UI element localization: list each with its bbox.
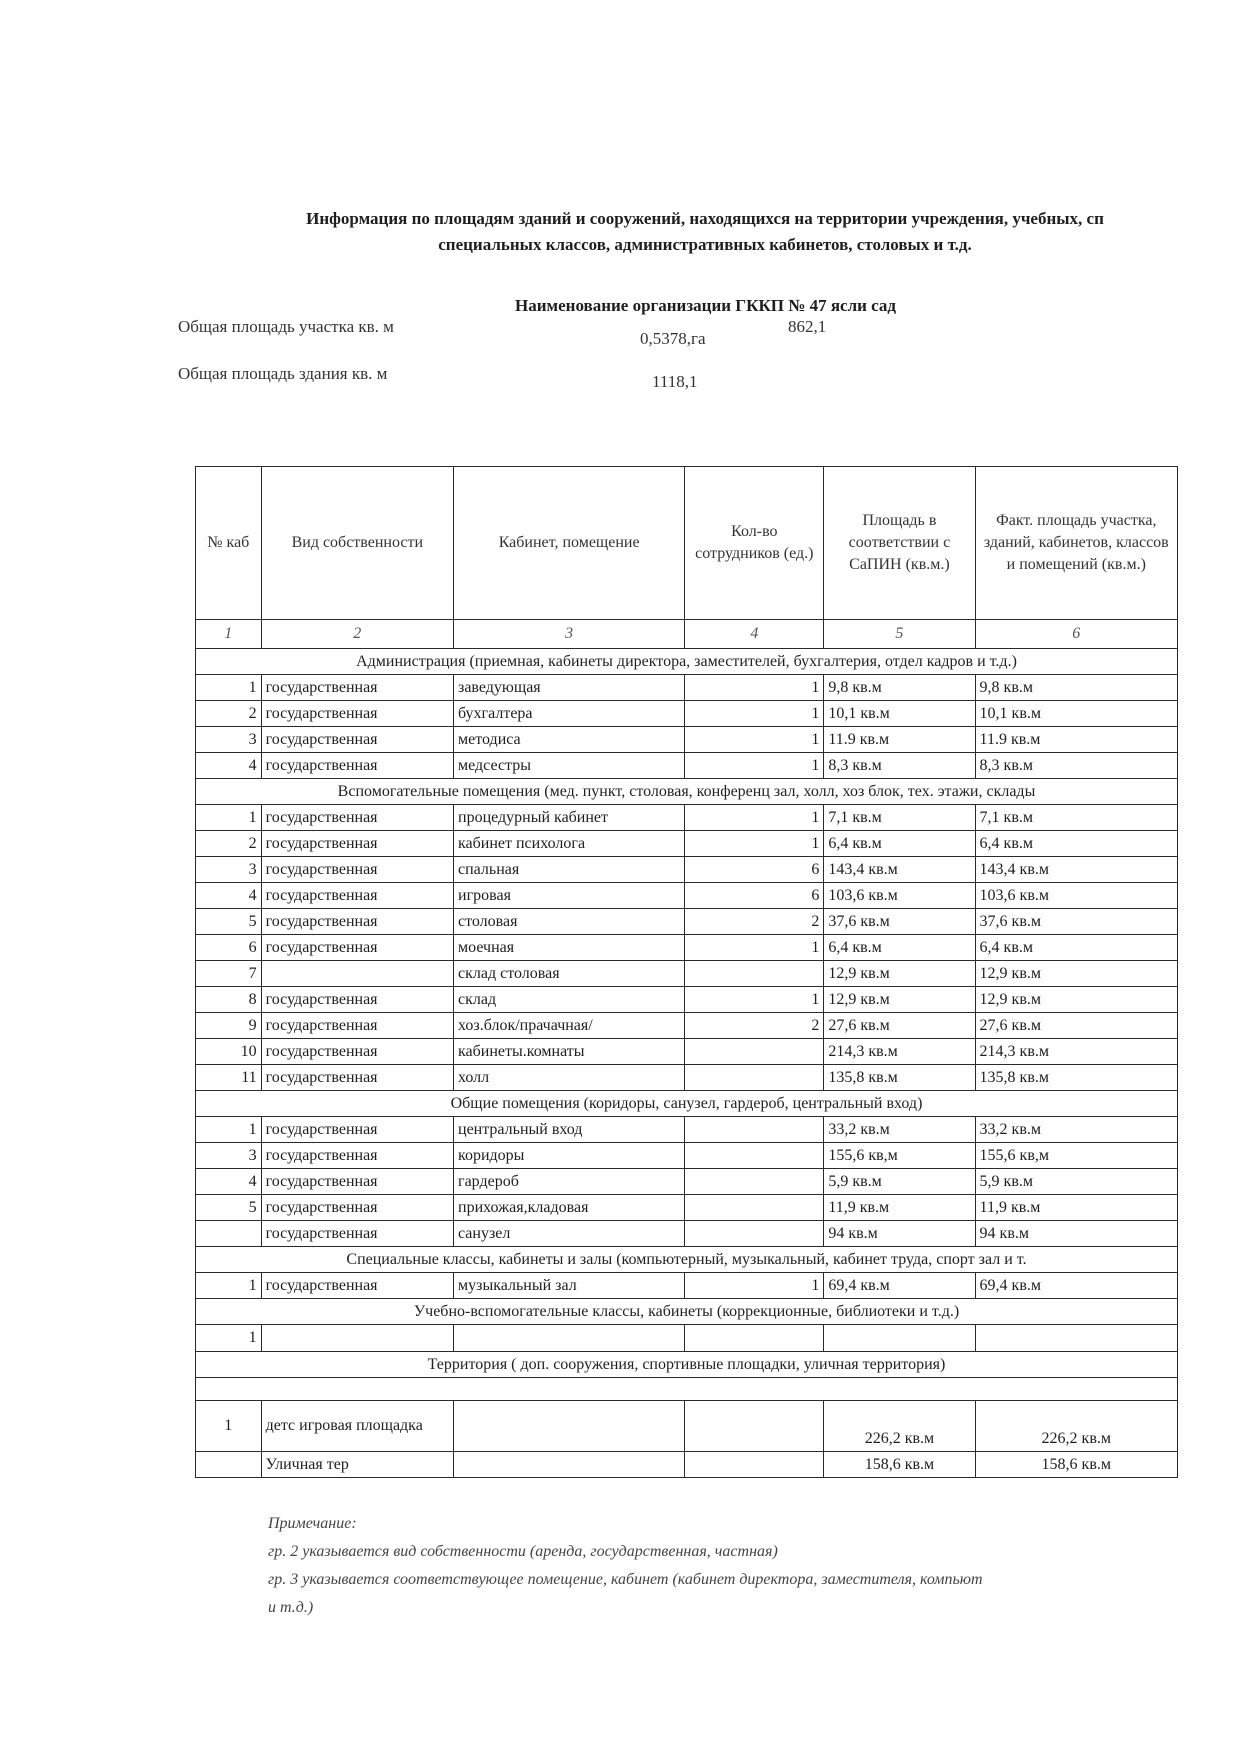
table-row [196,727,1178,753]
cell-staff [685,1065,824,1091]
cell-room: моечная [454,935,685,961]
cell-staff: 1 [685,753,824,779]
cell-room [454,1401,685,1452]
cell-sanpin-area: 11,9 кв.м [824,1195,975,1221]
note-line: гр. 3 указывается соответствующее помещение, кабинет (кабинет директора, заместителя, компьют [268,1571,983,1588]
cell-sanpin-area: 37,6 кв.м [824,909,975,935]
cell-number: 5 [196,1195,262,1221]
cell-number: 9 [196,1013,262,1039]
cell-sanpin-area: 27,6 кв.м [824,1013,975,1039]
column-number: 6 [975,620,1177,649]
building-area-label: Общая площадь здания кв. м [178,364,388,383]
cell-actual-area: 8,3 кв.м [975,753,1177,779]
section-row-admin [196,649,1178,675]
cell-number: 2 [196,831,262,857]
cell-room: склад столовая [454,961,685,987]
cell-ownership: государственная [261,857,453,883]
cell-room: коридоры [454,1143,685,1169]
cell-staff: 1 [685,727,824,753]
cell-actual-area: 135,8 кв.м [975,1065,1177,1091]
cell-ownership: государственная [261,1169,453,1195]
cell-actual-area: 6,4 кв.м [975,935,1177,961]
cell-sanpin-area: 226,2 кв.м [824,1401,975,1452]
cell-sanpin-area: 155,6 кв,м [824,1143,975,1169]
cell-room: кабинеты.комнаты [454,1039,685,1065]
cell-actual-area: 10,1 кв.м [975,701,1177,727]
cell-ownership: государственная [261,727,453,753]
cell-number: 1 [196,1401,262,1452]
cell-staff: 1 [685,1273,824,1299]
section-row-auxiliary [196,779,1178,805]
cell-sanpin-area: 10,1 кв.м [824,701,975,727]
title-line-1: Информация по площадям зданий и сооружений, находящихся на территории учреждения, учебных, сп [306,209,1104,228]
cell-ownership: государственная [261,935,453,961]
cell-sanpin-area: 214,3 кв.м [824,1039,975,1065]
cell-ownership: государственная [261,1013,453,1039]
cell-staff [685,1452,824,1478]
cell-staff [685,1039,824,1065]
cell-number: 1 [196,1325,262,1352]
cell-actual-area [975,1325,1177,1352]
cell-ownership: государственная [261,675,453,701]
cell-sanpin-area: 135,8 кв.м [824,1065,975,1091]
header-sanpin-area: Площадь в соответствии с СаПИН (кв.м.) [824,467,975,620]
cell-actual-area: 226,2 кв.м [975,1401,1177,1452]
column-number: 2 [261,620,453,649]
cell-number: 1 [196,675,262,701]
cell-staff [685,1401,824,1452]
table-row [196,701,1178,727]
table-row [196,1039,1178,1065]
cell-sanpin-area [824,1325,975,1352]
section-title: Территория ( доп. сооружения, спортивные площадки, уличная территория) [196,1352,1178,1378]
title-line-2: специальных классов, административных кабинетов, столовых и т.д. [438,235,972,254]
cell-room: столовая [454,909,685,935]
cell-staff: 1 [685,805,824,831]
cell-ownership: государственная [261,1065,453,1091]
table-row [196,1143,1178,1169]
cell-room: склад [454,987,685,1013]
cell-actual-area: 155,6 кв,м [975,1143,1177,1169]
section-title: Вспомогательные помещения (мед. пункт, столовая, конференц зал, холл, хоз блок, тех. этажи, склады [196,779,1178,805]
cell-room: гардероб [454,1169,685,1195]
cell-sanpin-area: 103,6 кв.м [824,883,975,909]
header-cabinet-number: № каб [196,467,262,620]
cell-actual-area: 37,6 кв.м [975,909,1177,935]
cell-room: музыкальный зал [454,1273,685,1299]
cell-ownership: государственная [261,987,453,1013]
cell-sanpin-area: 33,2 кв.м [824,1117,975,1143]
cell-number [196,1452,262,1478]
column-numbers-row [196,620,1178,649]
table-row [196,883,1178,909]
note-line: гр. 2 указывается вид собственности (аренда, государственная, частная) [268,1543,778,1560]
areas-table [195,466,1178,1478]
table-row [196,1169,1178,1195]
column-number: 3 [454,620,685,649]
cell-room: спальная [454,857,685,883]
site-area-label: Общая площадь участка кв. м [178,317,394,336]
cell-room: бухгалтера [454,701,685,727]
cell-number [196,1221,262,1247]
cell-sanpin-area: 5,9 кв.м [824,1169,975,1195]
table-row [196,675,1178,701]
cell-room: методиса [454,727,685,753]
cell-sanpin-area: 11.9 кв.м [824,727,975,753]
document-title [205,206,1205,258]
cell-staff [685,961,824,987]
cell-ownership: государственная [261,883,453,909]
cell-room [454,1325,685,1352]
cell-sanpin-area: 6,4 кв.м [824,831,975,857]
cell-actual-area: 12,9 кв.м [975,961,1177,987]
cell-number: 2 [196,701,262,727]
header-actual-area: Факт. площадь участка, зданий, кабинетов, классов и помещений (кв.м.) [975,467,1177,620]
cell-sanpin-area: 7,1 кв.м [824,805,975,831]
cell-staff: 1 [685,935,824,961]
organization-name: Наименование организации ГККП № 47 ясли сад [515,296,897,315]
header-room: Кабинет, помещение [454,467,685,620]
cell-actual-area: 9,8 кв.м [975,675,1177,701]
cell-staff [685,1117,824,1143]
table-row [196,831,1178,857]
cell-actual-area: 158,6 кв.м [975,1452,1177,1478]
cell-actual-area: 5,9 кв.м [975,1169,1177,1195]
section-title: Специальные классы, кабинеты и залы (компьютерный, музыкальный, кабинет труда, спорт зал и т. [196,1247,1178,1273]
cell-ownership: государственная [261,1143,453,1169]
cell-staff: 2 [685,909,824,935]
note-line: и т.д.) [268,1599,314,1616]
cell-actual-area: 214,3 кв.м [975,1039,1177,1065]
table-row [196,1401,1178,1452]
cell-staff [685,1325,824,1352]
cell-number: 1 [196,805,262,831]
cell-staff: 6 [685,857,824,883]
cell-staff: 2 [685,1013,824,1039]
table-row [196,1452,1178,1478]
cell-room: хоз.блок/прачачная/ [454,1013,685,1039]
table-row [196,1013,1178,1039]
cell-actual-area: 6,4 кв.м [975,831,1177,857]
cell-number: 5 [196,909,262,935]
column-number: 4 [685,620,824,649]
cell-actual-area: 27,6 кв.м [975,1013,1177,1039]
column-number: 5 [824,620,975,649]
cell-staff: 6 [685,883,824,909]
section-row-common [196,1091,1178,1117]
cell-ownership: государственная [261,1117,453,1143]
cell-number: 10 [196,1039,262,1065]
table-row [196,857,1178,883]
notes-heading: Примечание: [268,1515,357,1532]
table-row [196,1273,1178,1299]
cell-actual-area: 11.9 кв.м [975,727,1177,753]
cell-sanpin-area: 69,4 кв.м [824,1273,975,1299]
cell-actual-area: 11,9 кв.м [975,1195,1177,1221]
site-area-hectares: 0,5378,га [640,329,706,348]
cell-room: центральный вход [454,1117,685,1143]
cell-ownership: государственная [261,701,453,727]
cell-actual-area: 69,4 кв.м [975,1273,1177,1299]
cell-number: 8 [196,987,262,1013]
cell-sanpin-area: 12,9 кв.м [824,987,975,1013]
cell-actual-area: 103,6 кв.м [975,883,1177,909]
cell-ownership [261,1325,453,1352]
table-row [196,1065,1178,1091]
building-area-value: 1118,1 [652,372,698,391]
notes [268,1510,1188,1622]
cell-actual-area: 12,9 кв.м [975,987,1177,1013]
cell-staff [685,1221,824,1247]
cell-number: 3 [196,727,262,753]
cell-ownership: государственная [261,1273,453,1299]
cell-number: 6 [196,935,262,961]
cell-number: 7 [196,961,262,987]
cell-room: заведующая [454,675,685,701]
section-row-educational [196,1299,1178,1325]
table-row [196,1325,1178,1352]
cell-staff [685,1169,824,1195]
cell-number: 4 [196,883,262,909]
table-row [196,1117,1178,1143]
cell-sanpin-area: 158,6 кв.м [824,1452,975,1478]
cell-staff: 1 [685,831,824,857]
cell-actual-area: 7,1 кв.м [975,805,1177,831]
cell-staff: 1 [685,701,824,727]
cell-staff [685,1195,824,1221]
cell-ownership: государственная [261,805,453,831]
section-title: Общие помещения (коридоры, санузел, гардероб, центральный вход) [196,1091,1178,1117]
cell-ownership: государственная [261,1195,453,1221]
cell-actual-area: 143,4 кв.м [975,857,1177,883]
cell-sanpin-area: 8,3 кв.м [824,753,975,779]
cell-staff: 1 [685,675,824,701]
cell-number: 4 [196,753,262,779]
header-ownership-type: Вид собственности [261,467,453,620]
cell-room: игровая [454,883,685,909]
cell-ownership: государственная [261,1221,453,1247]
table-row [196,753,1178,779]
cell-room: холл [454,1065,685,1091]
cell-ownership: государственная [261,831,453,857]
cell-actual-area: 33,2 кв.м [975,1117,1177,1143]
cell-room: кабинет психолога [454,831,685,857]
cell-number: 3 [196,857,262,883]
table-row [196,909,1178,935]
header-row [196,467,1178,620]
cell-room: медсестры [454,753,685,779]
cell-sanpin-area: 9,8 кв.м [824,675,975,701]
cell-ownership: Уличная тер [261,1452,453,1478]
table-row [196,935,1178,961]
cell-ownership [261,961,453,987]
cell-actual-area: 94 кв.м [975,1221,1177,1247]
section-row-special [196,1247,1178,1273]
table-row-blank [196,1378,1178,1401]
cell-room: санузел [454,1221,685,1247]
section-title: Администрация (приемная, кабинеты директора, заместителей, бухгалтерия, отдел кадров и т.д.) [196,649,1178,675]
table-row [196,961,1178,987]
cell-sanpin-area: 6,4 кв.м [824,935,975,961]
cell-sanpin-area: 12,9 кв.м [824,961,975,987]
column-number: 1 [196,620,262,649]
site-area-value: 862,1 [788,317,827,336]
cell-ownership: детс игровая площадка [261,1401,453,1452]
cell-number: 1 [196,1117,262,1143]
cell-staff: 1 [685,987,824,1013]
cell-number: 11 [196,1065,262,1091]
header-staff-count: Кол-во сотрудников (ед.) [685,467,824,620]
cell-sanpin-area: 143,4 кв.м [824,857,975,883]
section-row-territory [196,1352,1178,1378]
table-row [196,1195,1178,1221]
blank-cell [196,1378,1178,1401]
table-row [196,1221,1178,1247]
table-row [196,987,1178,1013]
cell-sanpin-area: 94 кв.м [824,1221,975,1247]
cell-ownership: государственная [261,1039,453,1065]
cell-staff [685,1143,824,1169]
cell-number: 1 [196,1273,262,1299]
cell-ownership: государственная [261,909,453,935]
table-row [196,805,1178,831]
cell-room: прихожая,кладовая [454,1195,685,1221]
cell-room [454,1452,685,1478]
cell-number: 4 [196,1169,262,1195]
cell-number: 3 [196,1143,262,1169]
section-title: Учебно-вспомогательные классы, кабинеты (коррекционные, библиотеки и т.д.) [196,1299,1178,1325]
cell-room: процедурный кабинет [454,805,685,831]
cell-ownership: государственная [261,753,453,779]
